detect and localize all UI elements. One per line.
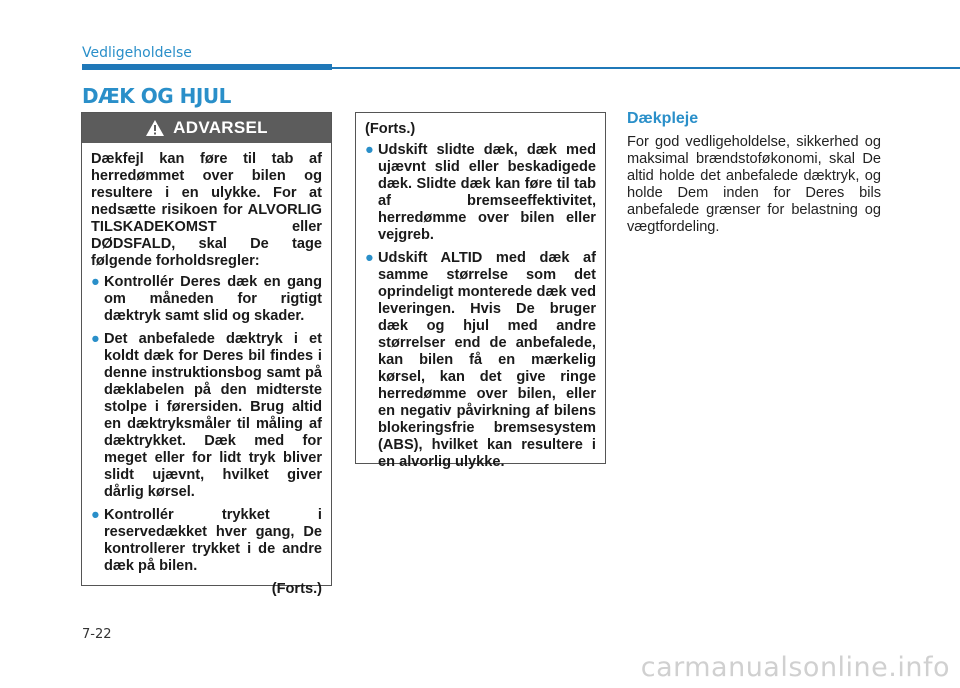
- header-rule-thin: [332, 67, 960, 69]
- list-item-text: Det anbefalede dæktryk i et koldt dæk for Deres bil findes i denne instruktionsbog samt på dæklabelen på den midterste stolpe i førersiden. Brug altid en dæktryksmåler til måling af dæktrykket. Dæk med for meget eller for lidt tryk bliver slidt ujævnt, hvilket giver dårlig kørsel.: [104, 331, 322, 500]
- bullet-dot-icon: ●: [365, 250, 374, 266]
- bullet-dot-icon: ●: [365, 142, 374, 158]
- list-item-text: Kontrollér Deres dæk en gang om måneden for rigtigt dæktryk samt slid og skader.: [104, 274, 322, 324]
- list-item: [91, 507, 322, 575]
- list-item-text: Kontrollér trykket i reservedækket hver gang, De kontrollerer trykket i de andre dæk på bilen.: [104, 507, 322, 574]
- running-header: Vedligeholdelse: [82, 45, 192, 61]
- list-item: [365, 250, 596, 471]
- list-item: [365, 142, 596, 244]
- warning-intro: Dækfejl kan føre til tab af herredømmet over bilen og resultere i en ulykke. For at nedsætte risikoen for ALVORLIG TILSKADEKOMST eller DØDSFALD, skal De tage følgende forholdsregler:: [91, 151, 322, 269]
- header-rule-thick: [82, 64, 332, 70]
- list-item: [91, 274, 322, 325]
- list-item-text: Udskift slidte dæk, dæk med ujævnt slid eller beskadigede dæk. Slidte dæk kan føre til tab af bremseeffektivitet, herredømme over bilen eller vejgreb.: [378, 142, 596, 243]
- warning-triangle-icon: [145, 119, 165, 137]
- bullet-dot-icon: ●: [91, 331, 100, 347]
- continuation-heading: (Forts.): [365, 121, 416, 137]
- section-title: DÆK OG HJUL: [82, 84, 231, 108]
- list-item-text: Udskift ALTID med dæk af samme størrelse som det oprindeligt monterede dæk ved leveringen. Hvis De bruger dæk og hjul med andre størrelser end de anbefalede, kan bilen få en mærkelig kørsel, kan det give ringe herredømme over bilen, eller en negativ påvirkning af bilens blokeringsfrie bremsesystem (ABS), hvilket kan resultere i en alvorlig ulykke.: [378, 250, 596, 470]
- tire-care-heading: Dækpleje: [627, 110, 699, 127]
- list-item: [91, 331, 322, 501]
- continued-note: (Forts.): [271, 581, 322, 597]
- warning-body: [82, 143, 331, 604]
- continuation-body: [356, 113, 605, 483]
- warning-box: [81, 112, 332, 597]
- watermark: carmanualsonline.info: [640, 652, 950, 683]
- bullet-dot-icon: ●: [91, 507, 100, 523]
- tire-care-text: For god vedligeholdelse, sikkerhed og maksimal brændstoføkonomi, skal De altid holde det anbefalede dæktryk, og holde Dem inden for Deres bils anbefalede grænser for belastning og vægtfordeling.: [627, 134, 881, 235]
- page-number: 7-22: [82, 627, 112, 642]
- warning-header: [82, 113, 331, 143]
- continuation-box: [355, 112, 606, 470]
- warning-heading: ADVARSEL: [173, 118, 268, 137]
- bullet-dot-icon: ●: [91, 274, 100, 290]
